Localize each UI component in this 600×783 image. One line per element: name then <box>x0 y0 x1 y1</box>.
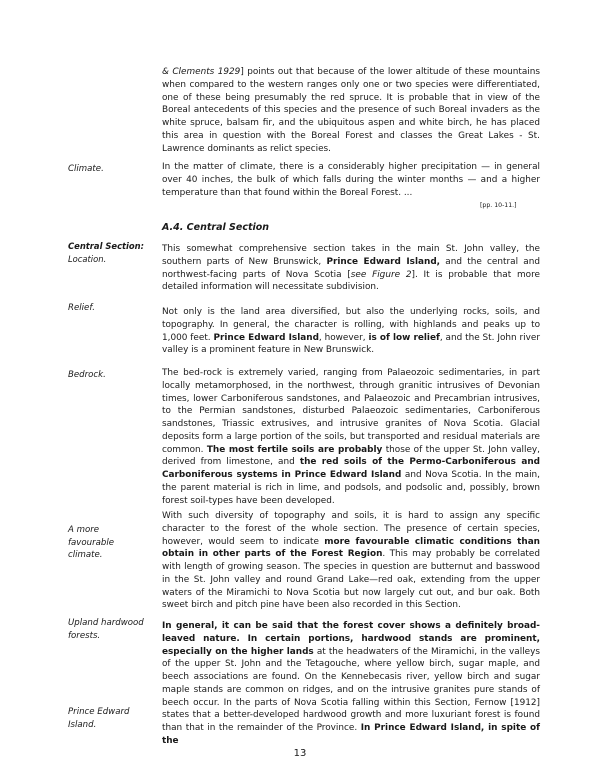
margin-note-climate: Climate. <box>68 164 104 174</box>
margin-note-central-section <box>68 240 158 265</box>
text-run: . This may probably be correlated with length of growing season. The species in question are butternut and basswood in the St. John valley and round Grand Lake—red oak, extending from the upper waters of the Miramichi to Nova Scotia but now largely cut out, and bur oak. Both sweet birch and pitch pine have been also recorded in this Section. <box>162 549 540 611</box>
margin-note-location: Location. <box>68 253 107 264</box>
text-run: This somewhat comprehensive section takes in the main St. John valley, the southern parts of New Brunswick, <box>162 244 540 267</box>
text-run: and Nova Scotia. In the main, the parent material is rich in lime, and podsols, and podsolic and, possibly, brown forest soil-types have been developed. <box>162 470 540 506</box>
text-run: is of low relief <box>368 332 440 343</box>
margin-note-pei: Prince Edward Island. <box>68 707 130 730</box>
paragraph-bedrock <box>162 367 540 507</box>
paragraph-relief <box>162 306 540 357</box>
text-run: and the central and northwest-facing parts of Nova Scotia [ <box>162 256 540 280</box>
paragraph-upland-hardwood <box>162 620 540 748</box>
text-run: see Figure 2 <box>350 269 412 280</box>
text-run: The most fertile soils are probably <box>206 444 383 455</box>
margin-note-upland-hardwood: Upland hardwood forests. <box>68 618 144 641</box>
paragraph-favourable-climate <box>162 510 540 612</box>
text-run: In general, it can be said that the forest cover shows a definitely broad-leaved nature. In certain portions, hardwood stands are prominent, especially on the higher lands <box>162 621 540 657</box>
text-run: Not only is the land area diversified, but also the underlying rocks, soils, and topography. In general, the character is rolling, with highlands and peaks up to 1,000 feet. <box>162 307 540 343</box>
margin-note-relief: Relief. <box>68 303 95 313</box>
text-run: , and the St. John river valley is a prominent feature in New Brunswick. <box>162 332 540 356</box>
text-run: & Clements 1929 <box>162 67 241 77</box>
text-run: at the headwaters of the Miramichi, in the valleys of the upper St. John and the Tetagouche, where yellow birch, sugar maple, and beech associations are found. On the Kennebecasis river, yellow birch and sugar maple stands are common on ridges, and on the intrusive granites pure stands of beech occur. In the parts of Nova Scotia falling within this Section, Fernow [1912] states that a better-developed hardwood growth and more luxuriant forest is found than that in the remainder of the Province. <box>162 646 540 733</box>
margin-note-favourable-climate: A more favourable climate. <box>68 525 115 561</box>
section-heading: A.4. Central Section <box>162 222 270 233</box>
margin-note-central-section-title: Central Section: <box>68 241 144 251</box>
text-run: Prince Edward Island, <box>326 256 441 267</box>
text-run: Prince Edward Island <box>213 332 319 343</box>
margin-note-bedrock: Bedrock. <box>68 370 106 380</box>
paragraph-location <box>162 243 540 294</box>
text-run: In the matter of climate, there is a considerably higher precipitation — in general over 40 inches, the bulk of which falls during the winter months — and a higher temperature than that found within the Boreal Forest. ... <box>162 162 540 198</box>
text-run: the red soils of the Permo-Carboniferous and Carboniferous systems in Prince Edward Island <box>162 457 540 480</box>
text-run: ] points out that because of the lower altitude of these mountains when compared to the western ranges only one or two species were differentiated, one of these being presumably the red spruce. It is probable that in view of the Boreal antecedents of this species and the presence of such Boreal invaders as the white spruce, balsam fir, and the ubiquitous aspen and white birch, he has placed this area in question with the Boreal Forest and classes the Great Lakes - St. Lawrence dominants as relict species. <box>162 67 541 154</box>
text-run: more favourable climatic conditions than obtain in other parts of the Forest Region <box>162 536 541 560</box>
text-run: The bed-rock is extremely varied, ranging from Palaeozoic sedimentaries, in part locally metamorphosed, in the northwest, through granitic intrusives of Devonian times, lower Carboniferous sandstones, and Palaeozoic and Precambrian intrusives, to the Permian sandstones, disturbed Palaeozoic sedimentaries, Carboniferous sandstones, Triassic extrusives, and intrusive granites of Nova Scotia. Glacial deposits form a large portion of the soils, but transported and residual materials are common. <box>162 368 540 455</box>
page-number: 13 <box>293 748 307 759</box>
text-run: , however, <box>318 332 369 343</box>
text-run: With such diversity of topography and soils, it is hard to assign any specific character to the forest of the whole section. The presence of certain species, however, would seem to indicate <box>162 511 540 547</box>
paragraph-boreal-forest <box>162 66 540 155</box>
text-run: those of the upper St. John valley, derived from limestone, and <box>162 444 540 468</box>
text-run: ]. It is probable that more detailed information will necessitate subdivision. <box>162 269 540 293</box>
paragraph-climate <box>162 161 540 199</box>
citation: [pp. 10-11.] <box>480 202 517 209</box>
text-run: In Prince Edward Island, in spite of the <box>162 723 540 746</box>
